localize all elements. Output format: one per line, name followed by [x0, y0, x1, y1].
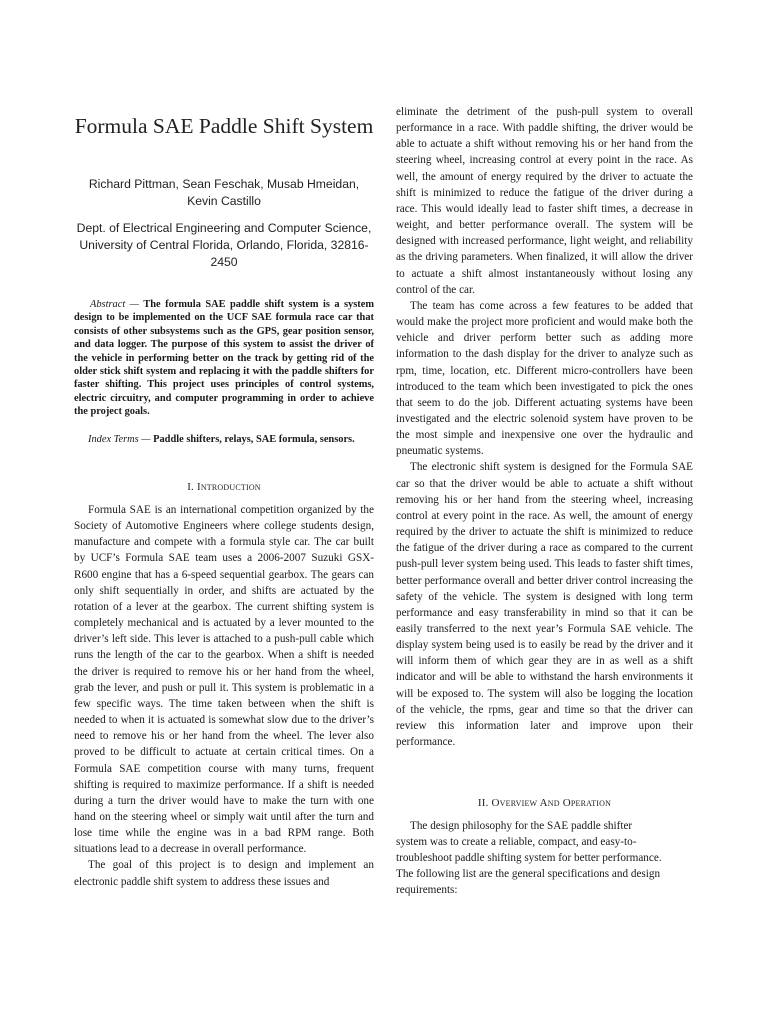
abstract-text: The formula SAE paddle shift system is a system design to be implemented on the UCF SAE formula race car that consists of other subsystems such as the GPS, gear position sensor, and data logger. The purpose of this system to assist the driver of the vehicle in performing better on the track by getting rid of the older stick shift system and replacing it with the paddle shifters for faster shifting. This project uses principles of control systems, electric circuitry, and computer programming in order to achieve the project goals.	[74, 299, 374, 418]
body-paragraph: The goal of this project is to design and implement an electronic paddle shift system to address these issues and	[74, 859, 374, 888]
index-terms-text: Paddle shifters, relays, SAE formula, sensors.	[153, 434, 355, 445]
body-paragraph: The team has come across a few features to be added that would make the project more proficient and would make both the vehicle and driver perform better such as adding more information to the dash display for the driver to analyze such as rpm, time, location, etc. Different micro-controllers have been introduced to the team which been investigated to pick the ones that seem to do the job. Different actuating systems have been investigated and the electric solenoid system have proven to be the most simple and inexpensive one over the hydraulic and pneumatic systems.	[396, 299, 693, 458]
body-paragraph: The electronic shift system is designed for the Formula SAE car so that the driver would be able to actuate a shift without removing his or her hand from the steering wheel, increasing control at every point in the race. As well, the amount of energy required by the driver to actuate the shift is minimized to reduce the fatigue of the driver during a race as compared to the current push-pull lever system being used. This leads to faster shift times, better performance overall and better driver control increasing the safety of the vehicle. The system is designed with long term performance and easy transferability in mind so that it can be easily transferred to the next year’s Formula SAE vehicle. The display system being used is to easily be read by the driver and it will inform them of which gear they are in as well as a shift indicator and will be able to withstand the harsh environments it will be exposed to. The system will also be logging the location of the vehicle, the rpms, gear and time so that the driver can review this information later and improve upon their performance.	[396, 461, 693, 749]
affiliation: Dept. of Electrical Engineering and Computer Science, University of Central Florida, Orlando, Florida, 32816-2450	[76, 221, 372, 269]
introduction-right-column	[396, 104, 693, 750]
section-heading-overview: II. Overview And Operation	[477, 797, 612, 809]
section-heading-introduction: I. Introduction	[187, 481, 261, 493]
paper-title: Formula SAE Paddle Shift System	[74, 114, 374, 138]
body-paragraph: The design philosophy for the SAE paddle shifter system was to create a reliable, compact, and easy-to-troubleshoot paddle shifting system for better performance. The following list are the general specifications and design requirements:	[396, 820, 662, 896]
index-terms-dash: —	[138, 434, 154, 445]
abstract-label: Abstract	[90, 299, 126, 310]
abstract	[74, 298, 374, 419]
body-paragraph: Formula SAE is an international competition organized by the Society of Automotive Engineers where college students design, manufacture and compete with a formula style car. The car built by UCF’s Formula SAE team uses a 2006-2007 Suzuki GSX-R600 engine that has a 6-speed sequential gearbox. The gears can only shift sequentially in order, and shifts are actuated by the rotation of a lever at the gearbox. The current shifting system is completely mechanical and is actuated by a lever mounted to the driver’s left side. This lever is attached to a push-pull cable which runs the length of the car to the gearbox. When a shift is needed the driver is required to remove his or her hand from the wheel, grab the lever, and push or pull it. This system is problematic in a few specific ways. The time taken between when the shift is needed to when it is actuated is somewhat slow due to the driver’s need to remove his or her hand from the wheel. The lever also proved to be difficult to actuate at certain critical times. On a Formula SAE competition course with many turns, frequent shifting is required to maximize performance. If a shift is needed during a turn the driver would have to make the turn with one hand on the steering wheel or simply wait until after the turn and lose time while the engine was in a bad RPM range. Both situations lead to a decrease in overall performance.	[74, 504, 374, 856]
index-terms	[74, 434, 374, 446]
author-list: Richard Pittman, Sean Feschak, Musab Hmeidan, Kevin Castillo	[88, 177, 360, 208]
body-paragraph: eliminate the detriment of the push-pull system to overall performance in a race. With paddle shifting, the driver would be able to actuate a shift without removing his or her hand from the steering wheel, increasing control at every point in the race. As well, the amount of energy required by the driver to actuate the shift is minimized to reduce the fatigue of the driver during a race. This would ideally lead to faster shift times, a decrease in weight, and better performance overall. The system will be designed with increased performance, light weight, and reliability as the driving parameters. When finalized, it will allow the driver to actuate a shift almost instantaneously without losing any control of the car.	[396, 106, 693, 296]
index-terms-label: Index Terms	[88, 434, 139, 445]
introduction-left-column	[74, 502, 374, 890]
overview-body	[396, 818, 666, 898]
abstract-dash: —	[125, 299, 144, 310]
